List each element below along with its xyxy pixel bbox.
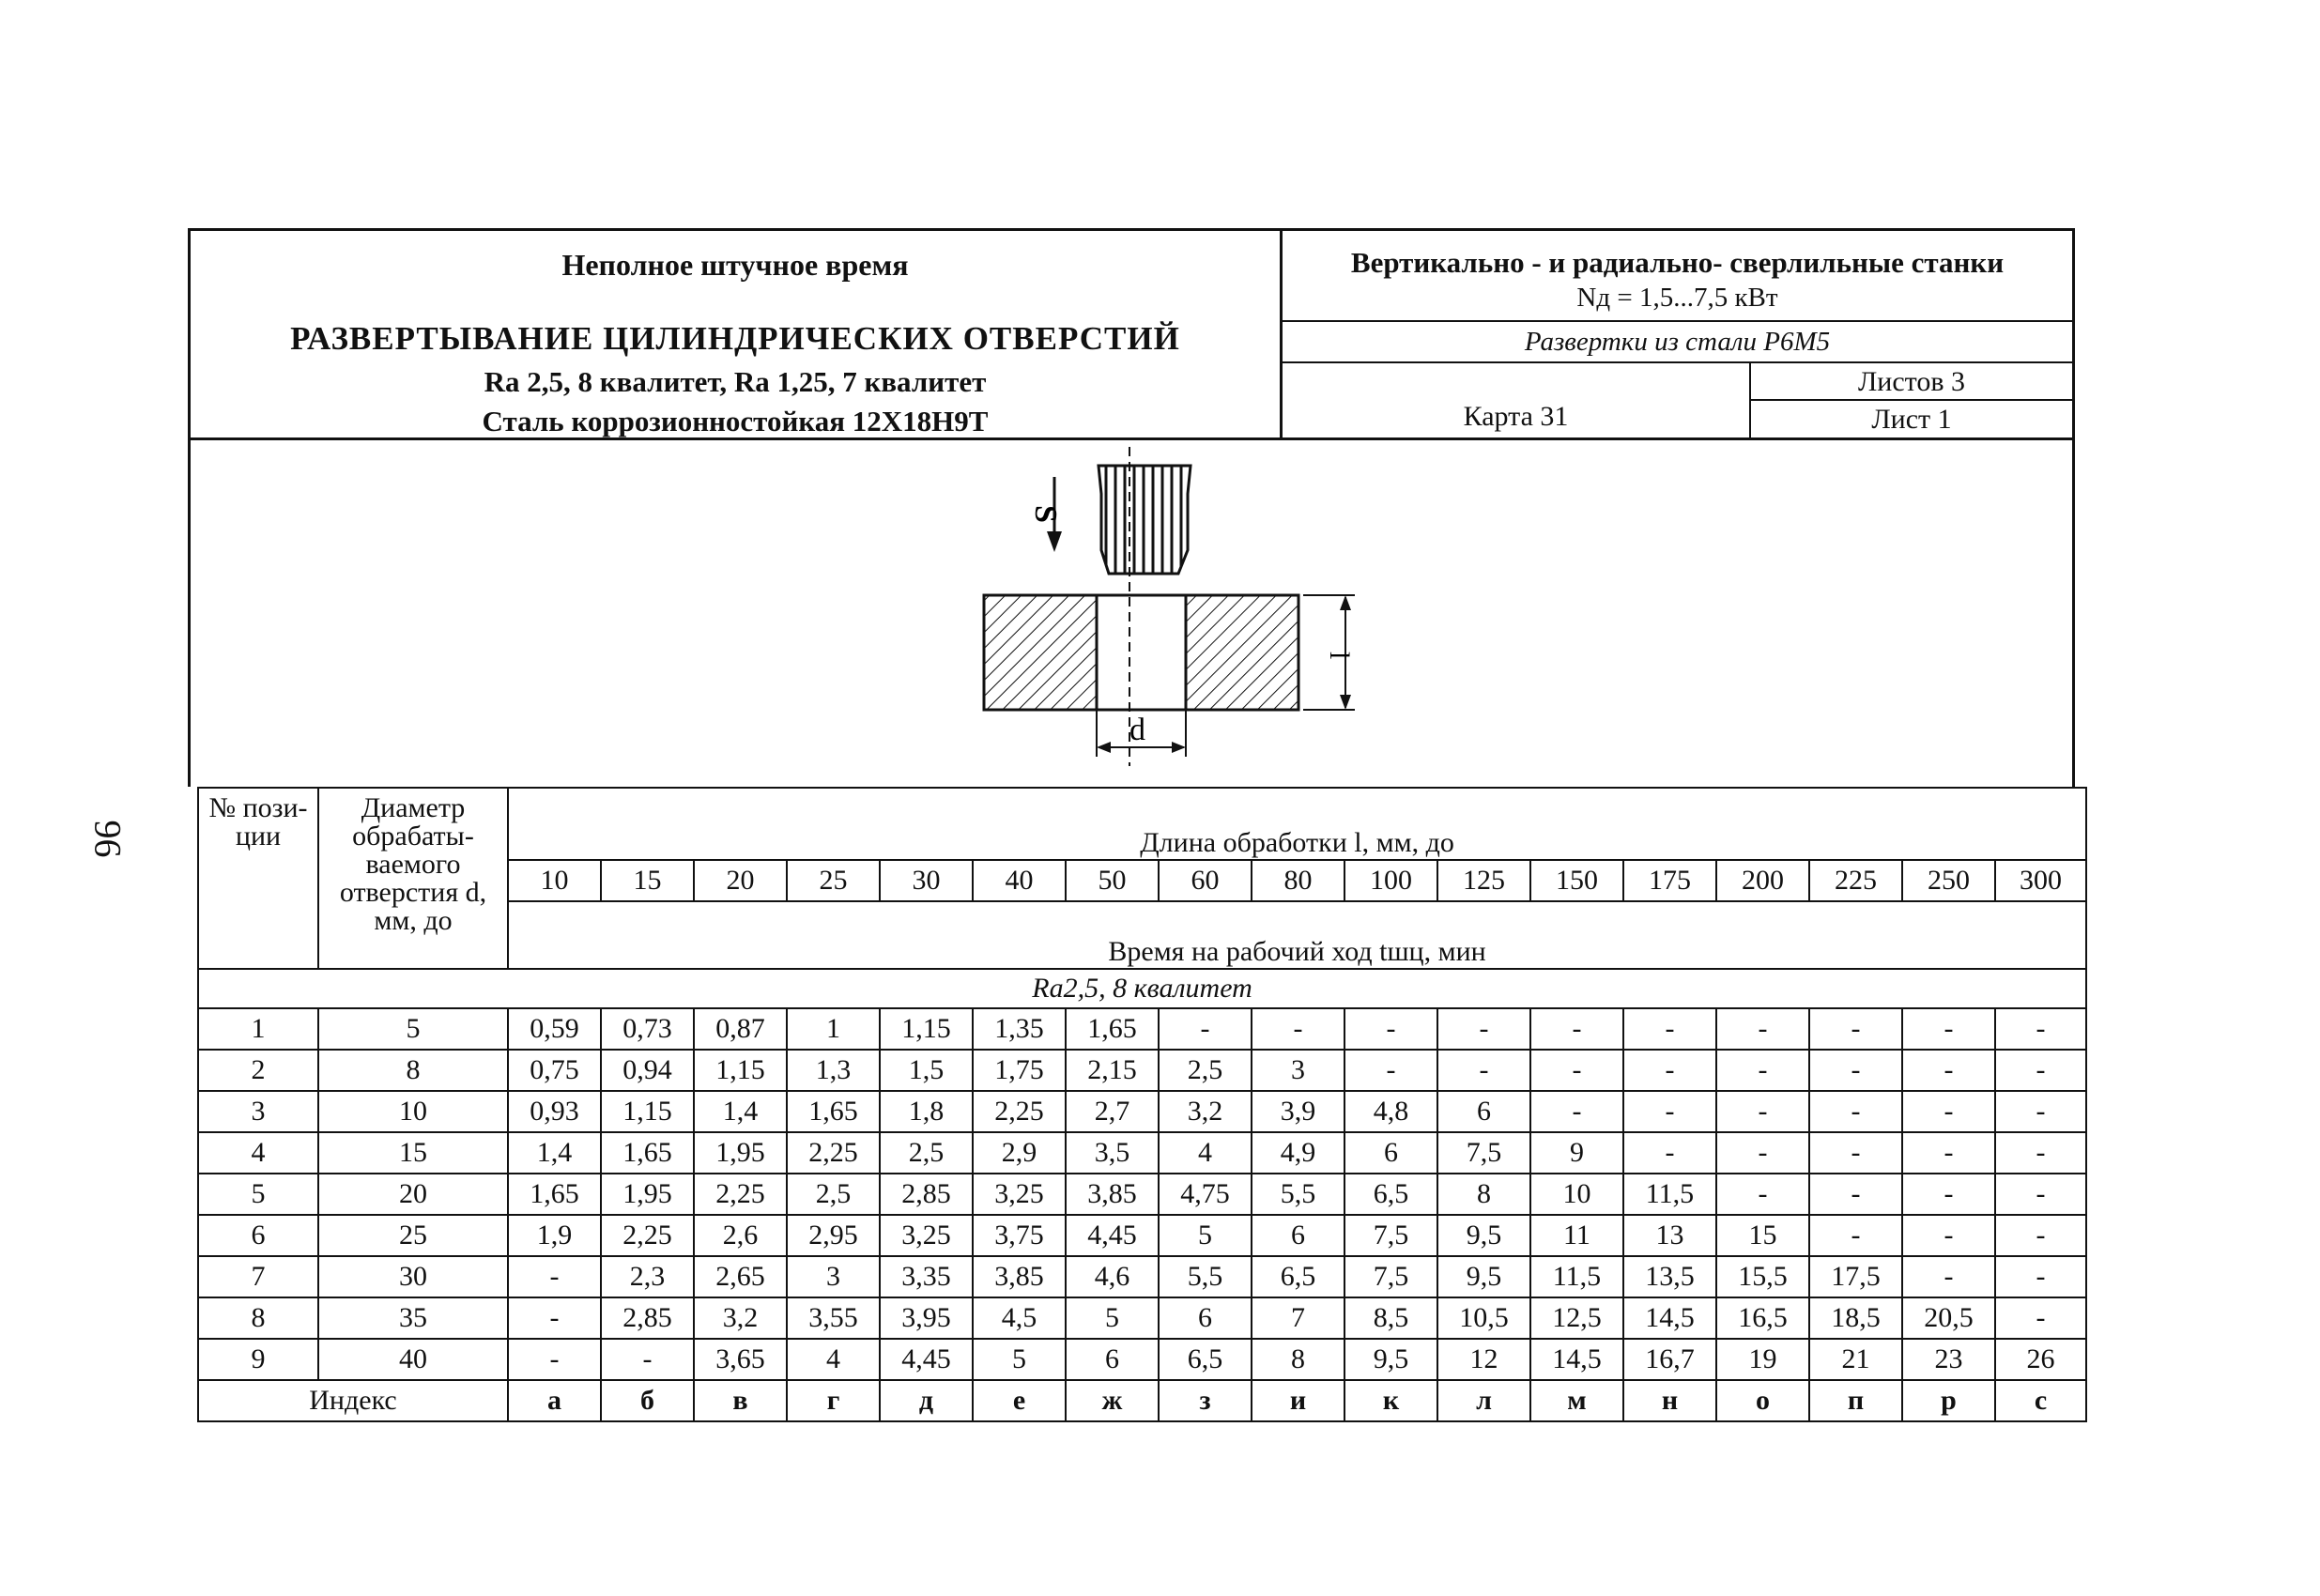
diameter-cell: 40 bbox=[318, 1339, 508, 1380]
header-info-block bbox=[1283, 231, 2072, 437]
time-value-cell: 3,85 bbox=[1066, 1174, 1159, 1215]
time-value-cell: 2,25 bbox=[787, 1132, 880, 1174]
length-header-cell: 10 bbox=[508, 860, 601, 901]
time-value-cell: 1,8 bbox=[880, 1091, 973, 1132]
index-cell: д bbox=[880, 1380, 973, 1421]
time-value-cell: - bbox=[1530, 1091, 1623, 1132]
time-value-cell: 2,15 bbox=[1066, 1050, 1159, 1091]
time-value-cell: 15,5 bbox=[1716, 1256, 1809, 1297]
time-value-cell: 9,5 bbox=[1344, 1339, 1437, 1380]
length-label: l bbox=[1324, 652, 1355, 660]
time-value-cell: 4,8 bbox=[1344, 1091, 1437, 1132]
time-value-cell: 1,75 bbox=[973, 1050, 1066, 1091]
time-value-cell: 16,7 bbox=[1623, 1339, 1716, 1380]
time-value-cell: 2,95 bbox=[787, 1215, 880, 1256]
time-value-cell: 7 bbox=[1252, 1297, 1344, 1339]
time-value-cell: 10,5 bbox=[1437, 1297, 1530, 1339]
feed-label: S bbox=[1028, 505, 1063, 523]
diameter-cell: 20 bbox=[318, 1174, 508, 1215]
index-cell: о bbox=[1716, 1380, 1809, 1421]
length-header-cell: 250 bbox=[1902, 860, 1995, 901]
time-value-cell: 2,85 bbox=[880, 1174, 973, 1215]
index-cell: л bbox=[1437, 1380, 1530, 1421]
length-header-cell: 80 bbox=[1252, 860, 1344, 901]
time-value-cell: 1,15 bbox=[601, 1091, 694, 1132]
diameter-cell: 25 bbox=[318, 1215, 508, 1256]
time-value-cell: 3,85 bbox=[973, 1256, 1066, 1297]
length-header-cell: 100 bbox=[1344, 860, 1437, 901]
time-value-cell: - bbox=[1530, 1008, 1623, 1050]
time-value-cell: 3,35 bbox=[880, 1256, 973, 1297]
index-cell: в bbox=[694, 1380, 787, 1421]
position-cell: 2 bbox=[198, 1050, 318, 1091]
time-value-cell: - bbox=[1716, 1091, 1809, 1132]
time-value-cell: 2,9 bbox=[973, 1132, 1066, 1174]
length-header-cell: 125 bbox=[1437, 860, 1530, 901]
time-value-cell: 6,5 bbox=[1344, 1174, 1437, 1215]
diameter-cell: 30 bbox=[318, 1256, 508, 1297]
position-cell: 4 bbox=[198, 1132, 318, 1174]
index-cell: с bbox=[1995, 1380, 2086, 1421]
time-value-cell: 5 bbox=[1159, 1215, 1252, 1256]
time-value-cell: - bbox=[1623, 1132, 1716, 1174]
reaming-sketch bbox=[188, 437, 2075, 787]
index-cell: г bbox=[787, 1380, 880, 1421]
position-cell: 1 bbox=[198, 1008, 318, 1050]
length-header-cell: 225 bbox=[1809, 860, 1902, 901]
time-value-cell: - bbox=[1437, 1050, 1530, 1091]
time-value-cell: 13 bbox=[1623, 1215, 1716, 1256]
time-value-cell: 14,5 bbox=[1530, 1339, 1623, 1380]
time-value-cell: 1,4 bbox=[694, 1091, 787, 1132]
table-header-row bbox=[198, 788, 2086, 860]
header-title: РАЗВЕРТЫВАНИЕ ЦИЛИНДРИЧЕСКИХ ОТВЕРСТИЙ bbox=[290, 320, 1180, 357]
time-value-cell: 8 bbox=[1437, 1174, 1530, 1215]
time-value-cell: 3,95 bbox=[880, 1297, 973, 1339]
time-value-cell: - bbox=[1902, 1256, 1995, 1297]
time-value-cell: 1,65 bbox=[601, 1132, 694, 1174]
time-value-cell: 2,25 bbox=[601, 1215, 694, 1256]
time-value-cell: 8,5 bbox=[1344, 1297, 1437, 1339]
table-row bbox=[198, 1091, 2086, 1132]
index-cell: ж bbox=[1066, 1380, 1159, 1421]
section-label: Ra2,5, 8 квалитет bbox=[198, 969, 2086, 1008]
time-value-cell: 0,73 bbox=[601, 1008, 694, 1050]
time-value-cell: 4,5 bbox=[973, 1297, 1066, 1339]
time-value-cell: 1,9 bbox=[508, 1215, 601, 1256]
time-value-cell: 1 bbox=[787, 1008, 880, 1050]
length-header-cell: 150 bbox=[1530, 860, 1623, 901]
time-value-cell: - bbox=[1902, 1050, 1995, 1091]
time-value-cell: 4,9 bbox=[1252, 1132, 1344, 1174]
time-value-cell: - bbox=[1995, 1050, 2086, 1091]
header-material: Сталь коррозионностойкая 12Х18Н9Т bbox=[482, 405, 989, 437]
length-header-cell: 40 bbox=[973, 860, 1066, 901]
time-value-cell: 6 bbox=[1437, 1091, 1530, 1132]
table-row bbox=[198, 1215, 2086, 1256]
time-value-cell: - bbox=[1252, 1008, 1344, 1050]
time-value-cell: 2,3 bbox=[601, 1256, 694, 1297]
time-value-cell: - bbox=[1716, 1050, 1809, 1091]
time-value-cell: 9,5 bbox=[1437, 1215, 1530, 1256]
time-value-cell: 11,5 bbox=[1623, 1174, 1716, 1215]
time-value-cell: 14,5 bbox=[1623, 1297, 1716, 1339]
time-value-cell: 3,25 bbox=[880, 1215, 973, 1256]
index-cell: н bbox=[1623, 1380, 1716, 1421]
table-row bbox=[198, 1008, 2086, 1050]
time-value-cell: 0,93 bbox=[508, 1091, 601, 1132]
time-value-cell: 1,95 bbox=[694, 1132, 787, 1174]
time-value-cell: - bbox=[1623, 1008, 1716, 1050]
index-cell: и bbox=[1252, 1380, 1344, 1421]
time-value-cell: 9 bbox=[1530, 1132, 1623, 1174]
diameter-cell: 35 bbox=[318, 1297, 508, 1339]
time-value-cell: 3,55 bbox=[787, 1297, 880, 1339]
sheets-total: Листов 3 bbox=[1751, 363, 2072, 401]
table-row bbox=[198, 1339, 2086, 1380]
time-value-cell: 10 bbox=[1530, 1174, 1623, 1215]
diameter-cell: 5 bbox=[318, 1008, 508, 1050]
index-cell: з bbox=[1159, 1380, 1252, 1421]
time-value-cell: - bbox=[1809, 1091, 1902, 1132]
time-value-cell: 4,45 bbox=[1066, 1215, 1159, 1256]
time-value-cell: 6,5 bbox=[1252, 1256, 1344, 1297]
time-value-cell: 20,5 bbox=[1902, 1297, 1995, 1339]
time-value-cell: 9,5 bbox=[1437, 1256, 1530, 1297]
time-value-cell: 4 bbox=[1159, 1132, 1252, 1174]
sheet-number: Лист 1 bbox=[1871, 404, 1952, 435]
length-header-cell: 15 bbox=[601, 860, 694, 901]
page-number: 96 bbox=[86, 820, 130, 858]
time-value-cell: 1,5 bbox=[880, 1050, 973, 1091]
time-value-cell: - bbox=[1902, 1008, 1995, 1050]
index-cell: к bbox=[1344, 1380, 1437, 1421]
time-value-cell: - bbox=[1902, 1215, 1995, 1256]
header-roughness: Ra 2,5, 8 квалитет, Ra 1,25, 7 квалитет bbox=[484, 365, 987, 398]
length-title: Длина обработки l, мм, до bbox=[508, 788, 2086, 860]
time-value-cell: 8 bbox=[1252, 1339, 1344, 1380]
time-value-cell: - bbox=[1809, 1008, 1902, 1050]
time-value-cell: 6 bbox=[1159, 1297, 1252, 1339]
time-value-cell: - bbox=[1344, 1008, 1437, 1050]
time-value-cell: 26 bbox=[1995, 1339, 2086, 1380]
index-cell: м bbox=[1530, 1380, 1623, 1421]
tools-label: Развертки из стали Р6М5 bbox=[1283, 322, 2072, 363]
table-body bbox=[198, 1008, 2086, 1380]
time-value-cell: 3 bbox=[1252, 1050, 1344, 1091]
time-value-cell: - bbox=[1995, 1256, 2086, 1297]
length-header-cell: 300 bbox=[1995, 860, 2086, 901]
document-sheet bbox=[188, 228, 2075, 1430]
time-value-cell: 0,59 bbox=[508, 1008, 601, 1050]
position-cell: 9 bbox=[198, 1339, 318, 1380]
time-value-cell: 1,65 bbox=[1066, 1008, 1159, 1050]
card-info-row bbox=[1283, 363, 2072, 437]
machines-cell bbox=[1283, 231, 2072, 322]
length-header-cell: 60 bbox=[1159, 860, 1252, 901]
time-value-cell: - bbox=[1809, 1132, 1902, 1174]
time-value-cell: 2,5 bbox=[1159, 1050, 1252, 1091]
time-value-cell: - bbox=[1530, 1050, 1623, 1091]
time-value-cell: - bbox=[1716, 1008, 1809, 1050]
time-value-cell: - bbox=[1995, 1297, 2086, 1339]
time-value-cell: 6 bbox=[1344, 1132, 1437, 1174]
time-value-cell: - bbox=[1995, 1091, 2086, 1132]
time-value-cell: - bbox=[1716, 1174, 1809, 1215]
time-value-cell: - bbox=[508, 1339, 601, 1380]
time-title: Время на рабочий ход tшц, мин bbox=[508, 901, 2086, 969]
diameter-cell: 8 bbox=[318, 1050, 508, 1091]
time-value-cell: - bbox=[1437, 1008, 1530, 1050]
time-value-cell: 1,3 bbox=[787, 1050, 880, 1091]
time-value-cell: 6 bbox=[1066, 1339, 1159, 1380]
time-value-cell: 1,65 bbox=[787, 1091, 880, 1132]
diameter-cell: 15 bbox=[318, 1132, 508, 1174]
time-value-cell: 4,6 bbox=[1066, 1256, 1159, 1297]
machines-label: Вертикально - и радиально- сверлильные станки bbox=[1350, 246, 2005, 279]
time-value-cell: 1,15 bbox=[694, 1050, 787, 1091]
index-row bbox=[198, 1380, 2086, 1421]
time-value-cell: 2,25 bbox=[973, 1091, 1066, 1132]
time-value-cell: 3,2 bbox=[1159, 1091, 1252, 1132]
time-value-cell: - bbox=[508, 1256, 601, 1297]
card-number: Карта 31 bbox=[1463, 401, 1569, 432]
time-value-cell: - bbox=[1716, 1132, 1809, 1174]
time-value-cell: 5 bbox=[973, 1339, 1066, 1380]
time-value-cell: 2,6 bbox=[694, 1215, 787, 1256]
time-value-cell: 1,95 bbox=[601, 1174, 694, 1215]
time-value-cell: 19 bbox=[1716, 1339, 1809, 1380]
time-value-cell: 3 bbox=[787, 1256, 880, 1297]
table-row bbox=[198, 1297, 2086, 1339]
card-number-cell bbox=[1283, 363, 1751, 437]
time-value-cell: - bbox=[1809, 1050, 1902, 1091]
time-value-cell: 17,5 bbox=[1809, 1256, 1902, 1297]
table-row bbox=[198, 1050, 2086, 1091]
time-value-cell: 3,2 bbox=[694, 1297, 787, 1339]
time-norms-table bbox=[197, 787, 2087, 1422]
position-cell: 5 bbox=[198, 1174, 318, 1215]
time-value-cell: - bbox=[601, 1339, 694, 1380]
index-cell: е bbox=[973, 1380, 1066, 1421]
length-header-cell: 175 bbox=[1623, 860, 1716, 901]
time-value-cell: - bbox=[1623, 1091, 1716, 1132]
position-cell: 7 bbox=[198, 1256, 318, 1297]
time-value-cell: 2,5 bbox=[787, 1174, 880, 1215]
table-row bbox=[198, 1174, 2086, 1215]
time-value-cell: 15 bbox=[1716, 1215, 1809, 1256]
position-cell: 8 bbox=[198, 1297, 318, 1339]
time-value-cell: 11 bbox=[1530, 1215, 1623, 1256]
time-value-cell: - bbox=[1809, 1215, 1902, 1256]
reamer-icon bbox=[1099, 466, 1191, 574]
time-value-cell: 0,75 bbox=[508, 1050, 601, 1091]
time-value-cell: 11,5 bbox=[1530, 1256, 1623, 1297]
time-value-cell: - bbox=[1902, 1091, 1995, 1132]
power-label: Nд = 1,5...7,5 кВт bbox=[1576, 283, 1778, 313]
time-value-cell: 7,5 bbox=[1344, 1215, 1437, 1256]
index-label: Индекс bbox=[198, 1380, 508, 1421]
position-cell: 6 bbox=[198, 1215, 318, 1256]
length-header-cell: 30 bbox=[880, 860, 973, 901]
length-header-cell: 20 bbox=[694, 860, 787, 901]
time-value-cell: 6,5 bbox=[1159, 1339, 1252, 1380]
time-value-cell: 4,45 bbox=[880, 1339, 973, 1380]
time-value-cell: 0,87 bbox=[694, 1008, 787, 1050]
time-value-cell: 7,5 bbox=[1437, 1132, 1530, 1174]
time-value-cell: - bbox=[1623, 1050, 1716, 1091]
header-title-block bbox=[191, 231, 1283, 437]
time-value-cell: - bbox=[1902, 1174, 1995, 1215]
col-position-header: № пози- ции bbox=[198, 788, 318, 969]
position-cell: 3 bbox=[198, 1091, 318, 1132]
time-value-cell: 23 bbox=[1902, 1339, 1995, 1380]
time-value-cell: 0,94 bbox=[601, 1050, 694, 1091]
time-value-cell: 1,35 bbox=[973, 1008, 1066, 1050]
time-value-cell: - bbox=[1995, 1008, 2086, 1050]
time-value-cell: 3,5 bbox=[1066, 1132, 1159, 1174]
time-value-cell: 12,5 bbox=[1530, 1297, 1623, 1339]
time-value-cell: - bbox=[1809, 1174, 1902, 1215]
time-value-cell: 5 bbox=[1066, 1297, 1159, 1339]
time-value-cell: - bbox=[508, 1297, 601, 1339]
col-diameter-header: Диаметр обрабаты- ваемого отверстия d, мм, до bbox=[318, 788, 508, 969]
diameter-label: d bbox=[1129, 713, 1145, 747]
time-value-cell: 5,5 bbox=[1159, 1256, 1252, 1297]
time-value-cell: 2,85 bbox=[601, 1297, 694, 1339]
time-value-cell: 18,5 bbox=[1809, 1297, 1902, 1339]
diameter-cell: 10 bbox=[318, 1091, 508, 1132]
time-value-cell: 13,5 bbox=[1623, 1256, 1716, 1297]
workpiece bbox=[984, 595, 1298, 710]
index-cell: п bbox=[1809, 1380, 1902, 1421]
section-row bbox=[198, 969, 2086, 1008]
time-value-cell: 2,5 bbox=[880, 1132, 973, 1174]
time-value-cell: 2,7 bbox=[1066, 1091, 1159, 1132]
time-value-cell: 2,65 bbox=[694, 1256, 787, 1297]
time-value-cell: 1,4 bbox=[508, 1132, 601, 1174]
time-value-cell: 21 bbox=[1809, 1339, 1902, 1380]
length-header-cell: 50 bbox=[1066, 860, 1159, 901]
time-value-cell: 3,25 bbox=[973, 1174, 1066, 1215]
time-value-cell: 3,65 bbox=[694, 1339, 787, 1380]
time-value-cell: 7,5 bbox=[1344, 1256, 1437, 1297]
time-value-cell: 4 bbox=[787, 1339, 880, 1380]
time-value-cell: 3,9 bbox=[1252, 1091, 1344, 1132]
time-value-cell: - bbox=[1995, 1174, 2086, 1215]
index-cell: а bbox=[508, 1380, 601, 1421]
index-cell: р bbox=[1902, 1380, 1995, 1421]
time-value-cell: - bbox=[1995, 1215, 2086, 1256]
time-value-cell: - bbox=[1344, 1050, 1437, 1091]
length-header-cell: 25 bbox=[787, 860, 880, 901]
time-value-cell: 1,65 bbox=[508, 1174, 601, 1215]
time-value-cell: 1,15 bbox=[880, 1008, 973, 1050]
time-value-cell: 2,25 bbox=[694, 1174, 787, 1215]
reaming-diagram bbox=[191, 437, 2072, 787]
time-value-cell: 16,5 bbox=[1716, 1297, 1809, 1339]
time-value-cell: 6 bbox=[1252, 1215, 1344, 1256]
time-value-cell: 3,75 bbox=[973, 1215, 1066, 1256]
time-value-cell: - bbox=[1995, 1132, 2086, 1174]
length-header-cell: 200 bbox=[1716, 860, 1809, 901]
time-value-cell: 5,5 bbox=[1252, 1174, 1344, 1215]
index-cell: б bbox=[601, 1380, 694, 1421]
time-value-cell: 12 bbox=[1437, 1339, 1530, 1380]
card-header bbox=[188, 228, 2075, 440]
time-value-cell: 4,75 bbox=[1159, 1174, 1252, 1215]
table-row bbox=[198, 1132, 2086, 1174]
header-subtitle: Неполное штучное время bbox=[561, 248, 909, 282]
time-value-cell: - bbox=[1159, 1008, 1252, 1050]
table-row bbox=[198, 1256, 2086, 1297]
sheets-cell bbox=[1751, 363, 2072, 437]
time-value-cell: - bbox=[1902, 1132, 1995, 1174]
